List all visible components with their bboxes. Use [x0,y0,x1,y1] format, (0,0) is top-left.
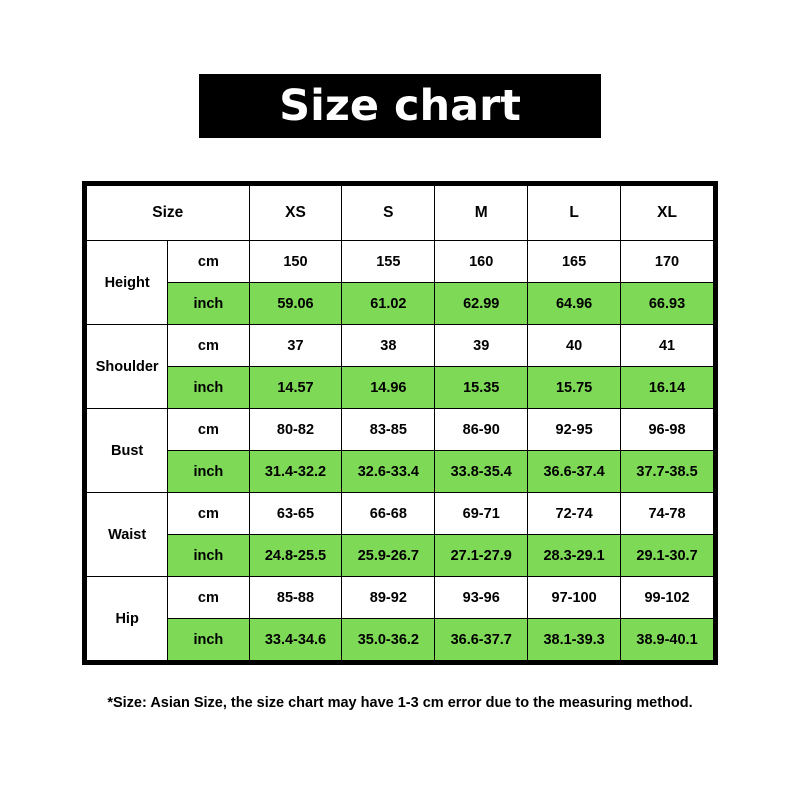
unit-cm: cm [168,577,249,619]
table-row [87,577,714,619]
cell-waist-cm-xs: 63-65 [249,493,342,535]
cell-hip-cm-xl: 99-102 [621,577,714,619]
unit-cm: cm [168,241,249,283]
cell-shoulder-cm-m: 39 [435,325,528,367]
table-row [87,241,714,283]
header-size-s: S [342,186,435,241]
table-row [87,367,714,409]
cell-height-inch-xl: 66.93 [621,283,714,325]
size-note: *Size: Asian Size, the size chart may have 1-3 cm error due to the measuring method. [107,695,693,711]
cell-waist-cm-l: 72-74 [528,493,621,535]
cell-shoulder-inch-xs: 14.57 [249,367,342,409]
unit-inch: inch [168,619,249,661]
cell-waist-inch-xl: 29.1-30.7 [621,535,714,577]
cell-bust-inch-xl: 37.7-38.5 [621,451,714,493]
cell-waist-cm-xl: 74-78 [621,493,714,535]
cell-waist-inch-m: 27.1-27.9 [435,535,528,577]
cell-height-inch-l: 64.96 [528,283,621,325]
cell-height-inch-m: 62.99 [435,283,528,325]
cell-bust-cm-l: 92-95 [528,409,621,451]
cell-bust-cm-xl: 96-98 [621,409,714,451]
cell-shoulder-cm-xl: 41 [621,325,714,367]
cell-bust-inch-l: 36.6-37.4 [528,451,621,493]
cell-shoulder-inch-xl: 16.14 [621,367,714,409]
cell-bust-inch-s: 32.6-33.4 [342,451,435,493]
cell-shoulder-inch-l: 15.75 [528,367,621,409]
cell-height-cm-xs: 150 [249,241,342,283]
cell-shoulder-inch-m: 15.35 [435,367,528,409]
cell-height-inch-xs: 59.06 [249,283,342,325]
cell-hip-inch-m: 36.6-37.7 [435,619,528,661]
cell-bust-inch-m: 33.8-35.4 [435,451,528,493]
unit-inch: inch [168,283,249,325]
cell-hip-cm-m: 93-96 [435,577,528,619]
header-size-m: M [435,186,528,241]
header-size-xl: XL [621,186,714,241]
cell-hip-cm-s: 89-92 [342,577,435,619]
unit-inch: inch [168,535,249,577]
size-chart-table [86,185,714,661]
row-label-hip: Hip [87,577,168,661]
cell-hip-cm-l: 97-100 [528,577,621,619]
table-row [87,493,714,535]
table-header-row [87,186,714,241]
row-label-waist: Waist [87,493,168,577]
cell-shoulder-cm-s: 38 [342,325,435,367]
cell-hip-inch-xl: 38.9-40.1 [621,619,714,661]
cell-height-cm-xl: 170 [621,241,714,283]
title-banner [199,74,601,138]
cell-height-cm-m: 160 [435,241,528,283]
table-row [87,535,714,577]
cell-waist-cm-m: 69-71 [435,493,528,535]
unit-cm: cm [168,325,249,367]
cell-height-cm-l: 165 [528,241,621,283]
cell-hip-inch-l: 38.1-39.3 [528,619,621,661]
unit-inch: inch [168,451,249,493]
cell-shoulder-inch-s: 14.96 [342,367,435,409]
page-title: Size chart [279,80,521,131]
table-row [87,283,714,325]
cell-hip-inch-s: 35.0-36.2 [342,619,435,661]
row-label-bust: Bust [87,409,168,493]
size-chart-table-wrapper [82,181,718,665]
cell-bust-inch-xs: 31.4-32.2 [249,451,342,493]
unit-cm: cm [168,409,249,451]
cell-shoulder-cm-xs: 37 [249,325,342,367]
cell-bust-cm-xs: 80-82 [249,409,342,451]
row-label-height: Height [87,241,168,325]
cell-height-inch-s: 61.02 [342,283,435,325]
table-row [87,451,714,493]
cell-bust-cm-m: 86-90 [435,409,528,451]
unit-cm: cm [168,493,249,535]
table-row [87,325,714,367]
cell-height-cm-s: 155 [342,241,435,283]
row-label-shoulder: Shoulder [87,325,168,409]
header-size-l: L [528,186,621,241]
cell-hip-cm-xs: 85-88 [249,577,342,619]
cell-waist-inch-xs: 24.8-25.5 [249,535,342,577]
cell-waist-inch-s: 25.9-26.7 [342,535,435,577]
cell-waist-inch-l: 28.3-29.1 [528,535,621,577]
header-size-xs: XS [249,186,342,241]
cell-hip-inch-xs: 33.4-34.6 [249,619,342,661]
unit-inch: inch [168,367,249,409]
cell-bust-cm-s: 83-85 [342,409,435,451]
cell-waist-cm-s: 66-68 [342,493,435,535]
table-row [87,409,714,451]
header-size-label: Size [87,186,250,241]
table-row [87,619,714,661]
cell-shoulder-cm-l: 40 [528,325,621,367]
